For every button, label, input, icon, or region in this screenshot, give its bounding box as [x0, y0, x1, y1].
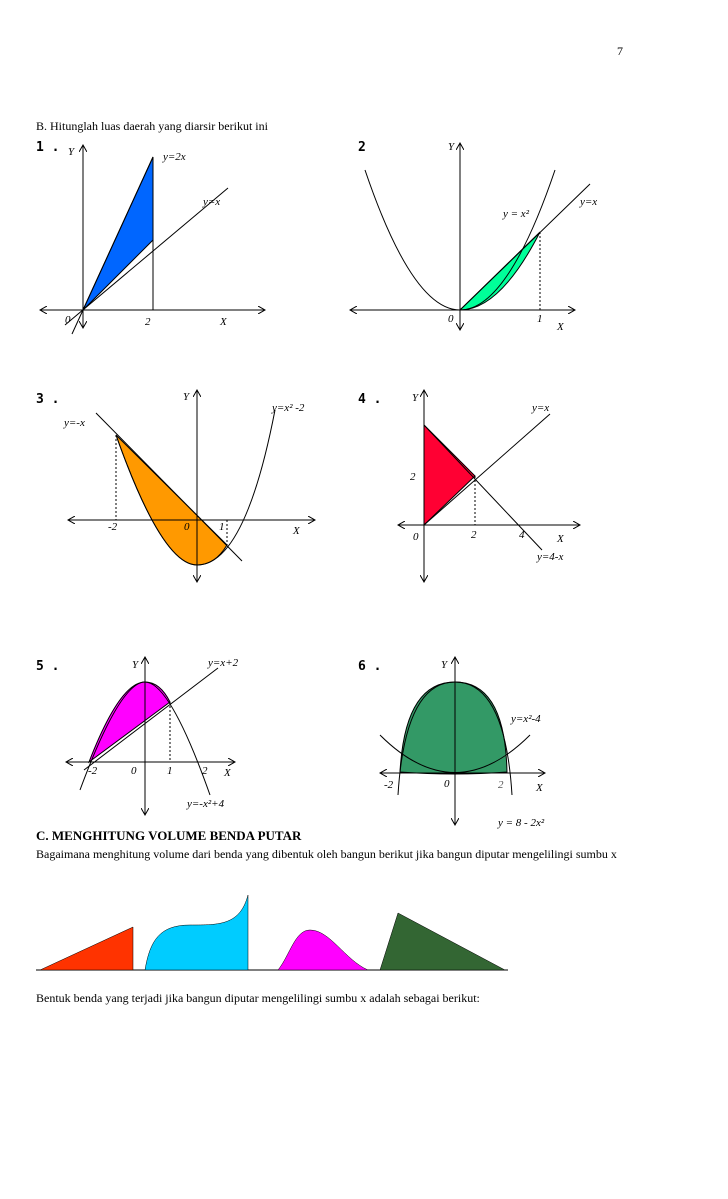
figure-1-tick-2: 2 — [145, 316, 151, 328]
figure-2-label-x2: y = x² — [503, 208, 529, 220]
figure-1-label-2x: y=2x — [163, 151, 186, 163]
figure-3-tick-1: 1 — [219, 521, 225, 533]
figure-3-label-negx: y=-x — [64, 417, 85, 429]
figure-6-tick-neg2: -2 — [384, 779, 394, 791]
figure-4-tick-4: 4 — [519, 529, 525, 541]
figure-1-label-x: y=x — [203, 196, 221, 208]
figure-4-origin: 0 — [413, 531, 419, 543]
figure-3-axis-x: X — [293, 525, 300, 537]
figure-6-origin: 0 — [444, 778, 450, 790]
figure-3-label-parabola: y=x² -2 — [272, 402, 305, 414]
figure-4 — [398, 390, 580, 582]
figure-4-label-x: y=x — [532, 402, 550, 414]
figure-5-label-line: y=x+2 — [208, 657, 239, 669]
figure-6-number: 6 . — [358, 659, 382, 674]
figure-4-axis-y: Y — [412, 392, 419, 404]
figure-1-number: 1 . — [36, 140, 60, 155]
shape-bell-region — [278, 930, 368, 970]
figure-2-axis-x: X — [557, 321, 564, 333]
figure-5-number: 5 . — [36, 659, 60, 674]
section-c-question: Bagaimana menghitung volume dari benda yang dibentuk oleh bangun berikut jika bangun diputar mengelilingi sumbu x — [36, 847, 617, 861]
figure-1-axis-y: Y — [68, 146, 75, 158]
figure-6-label-x2-4: y=x²-4 — [511, 713, 541, 725]
figure-2-number: 2 — [358, 140, 366, 155]
figure-3-origin: 0 — [184, 521, 190, 533]
figure-5-label-parabola: y=-x²+4 — [187, 798, 225, 810]
figure-2-line-x — [460, 184, 590, 310]
figure-4-axis-x: X — [557, 533, 564, 545]
figure-4-number: 4 . — [358, 392, 382, 407]
shape-triangle — [40, 927, 133, 970]
figure-6-shaded-region — [400, 682, 507, 774]
figure-6-axis-x: X — [536, 782, 543, 794]
figure-2-axis-y: Y — [448, 141, 455, 153]
section-b-instruction: B. Hitunglah luas daerah yang diarsir berikut ini — [36, 119, 268, 133]
figure-3-number: 3 . — [36, 392, 60, 407]
figure-2 — [350, 141, 597, 333]
figure-6-tick-2: 2 — [498, 779, 504, 791]
figure-5-shaded-region — [89, 682, 170, 762]
section-c-shapes — [36, 895, 508, 970]
figure-5-axis-y: Y — [132, 659, 139, 671]
page-number: 7 — [617, 44, 623, 58]
figure-3-tick-neg2: -2 — [108, 521, 118, 533]
figure-3 — [63, 390, 315, 582]
figure-2-origin: 0 — [448, 313, 454, 325]
figure-2-tick-1: 1 — [537, 313, 543, 325]
figure-4-label-4-x: y=4-x — [537, 551, 564, 563]
figure-5-tick-neg2: -2 — [88, 765, 98, 777]
figure-5 — [66, 657, 239, 815]
section-c-title: C. MENGHITUNG VOLUME BENDA PUTAR — [36, 828, 302, 843]
figure-5-tick-1: 1 — [167, 765, 173, 777]
figure-4-tick-x2: 2 — [471, 529, 477, 541]
figure-3-axis-y: Y — [183, 391, 190, 403]
closing-text: Bentuk benda yang terjadi jika bangun diputar mengelilingi sumbu x adalah sebagai berikut: — [36, 991, 480, 1005]
shape-triangle-right — [380, 913, 505, 970]
figure-1-origin: 0 — [65, 314, 71, 326]
figure-1-axis-x: X — [220, 316, 227, 328]
figure-6 — [380, 657, 545, 829]
shape-curved-region — [145, 895, 248, 970]
figure-5-axis-x: X — [224, 767, 231, 779]
figure-5-tick-2: 2 — [202, 765, 208, 777]
figure-6-label-8-2x2: y = 8 - 2x² — [498, 817, 545, 829]
figure-4-shaded-region — [424, 425, 475, 525]
figure-4-tick-y2: 2 — [410, 471, 416, 483]
figure-6-axis-y: Y — [441, 659, 448, 671]
figure-2-label-x: y=x — [580, 196, 598, 208]
figure-3-shaded-region — [116, 435, 227, 565]
figure-1 — [40, 145, 265, 334]
figure-5-origin: 0 — [131, 765, 137, 777]
